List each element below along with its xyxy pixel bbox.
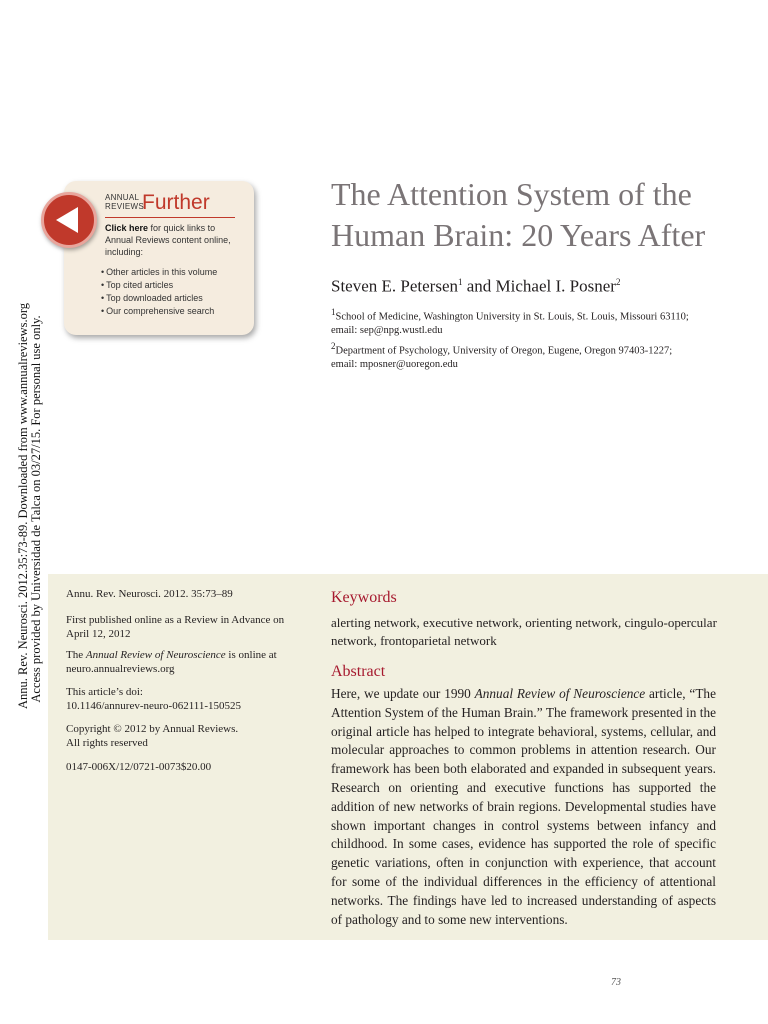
further-divider: [105, 217, 235, 218]
further-title: Further: [142, 191, 210, 214]
keywords-heading: Keywords: [331, 589, 397, 606]
affiliation-1: $^1$School of Medicine, Washington University in St. Louis, St. Louis, Missouri 63110; email: sep@npg.wustl.edu: [331, 307, 689, 336]
further-list: [101, 266, 217, 318]
further-item[interactable]: • Our comprehensive search: [101, 305, 217, 318]
further-box[interactable]: [64, 181, 254, 335]
abstract-heading: Abstract: [331, 663, 386, 680]
article-title: The Attention System of the Human Brain: 20 Years After: [331, 176, 706, 253]
online-note: The Annual Review of Neuroscience is online at neuro.annualreviews.org: [66, 649, 277, 675]
email-link[interactable]: email: mposner@uoregon.edu: [331, 358, 458, 370]
click-here-link[interactable]: Click here: [105, 223, 149, 233]
issn: 0147-006X/12/0721-0073$20.00: [66, 761, 212, 773]
download-note-line1: Annu. Rev. Neurosci. 2012.35:73-89. Downloaded from www.annualreviews.org: [16, 302, 30, 709]
affiliation-2: $^2$Department of Psychology, University of Oregon, Eugene, Oregon 97403-1227; email: mposner@uoregon.edu: [331, 341, 673, 370]
download-note: [16, 298, 43, 718]
page-number: 73: [611, 977, 621, 988]
doi-block: This article’s doi: 10.1146/annurev-neuro-062111-150525: [66, 685, 306, 713]
further-item[interactable]: • Other articles in this volume: [101, 266, 217, 279]
further-description: Click here for quick links to Annual Reviews content online, including:: [105, 223, 231, 257]
further-item[interactable]: • Top downloaded articles: [101, 292, 217, 305]
download-note-line2: Access provided by Universidad de Talca on 03/27/15. For personal use only.: [29, 315, 43, 703]
further-brand: ANNUAL REVIEWS: [105, 193, 144, 211]
email-link[interactable]: email: sep@npg.wustl.edu: [331, 324, 443, 336]
keywords-text: alerting network, executive network, orienting network, cingulo-opercular network, frontoparietal network: [331, 615, 717, 648]
abstract-text: Here, we update our 1990 Annual Review of Neuroscience article, “The Attention System of the Human Brain.” The framework presented in the original article has helped to integrate behavioral, systems, cellular, and molecular approaches to common problems in attention research. Our framework has been both elaborated and expanded in subsequent years. Research on orienting and executive functions has supported the addition of new networks of brain regions. Developmental studies have shown important changes in control systems between infancy and childhood. In some cases, evidence has supported the role of specific genetic variations, often in conjunction with experience, that account for some of the individual differences in the efficiency of attentional networks. The findings have led to increased understanding of aspects of pathology and to some new interventions.: [331, 686, 716, 927]
play-arrow-icon[interactable]: [41, 192, 97, 248]
first-published: First published online as a Review in Advance on April 12, 2012: [66, 614, 285, 640]
doi-link[interactable]: 10.1146/annurev-neuro-062111-150525: [66, 700, 242, 712]
citation: Annu. Rev. Neurosci. 2012. 35:73–89: [66, 588, 233, 600]
authors: Steven E. Petersen$^1$ and Michael I. Posner$^2$: [331, 276, 621, 296]
copyright: Copyright © 2012 by Annual Reviews. All rights reserved: [66, 723, 239, 749]
further-item[interactable]: • Top cited articles: [101, 279, 217, 292]
